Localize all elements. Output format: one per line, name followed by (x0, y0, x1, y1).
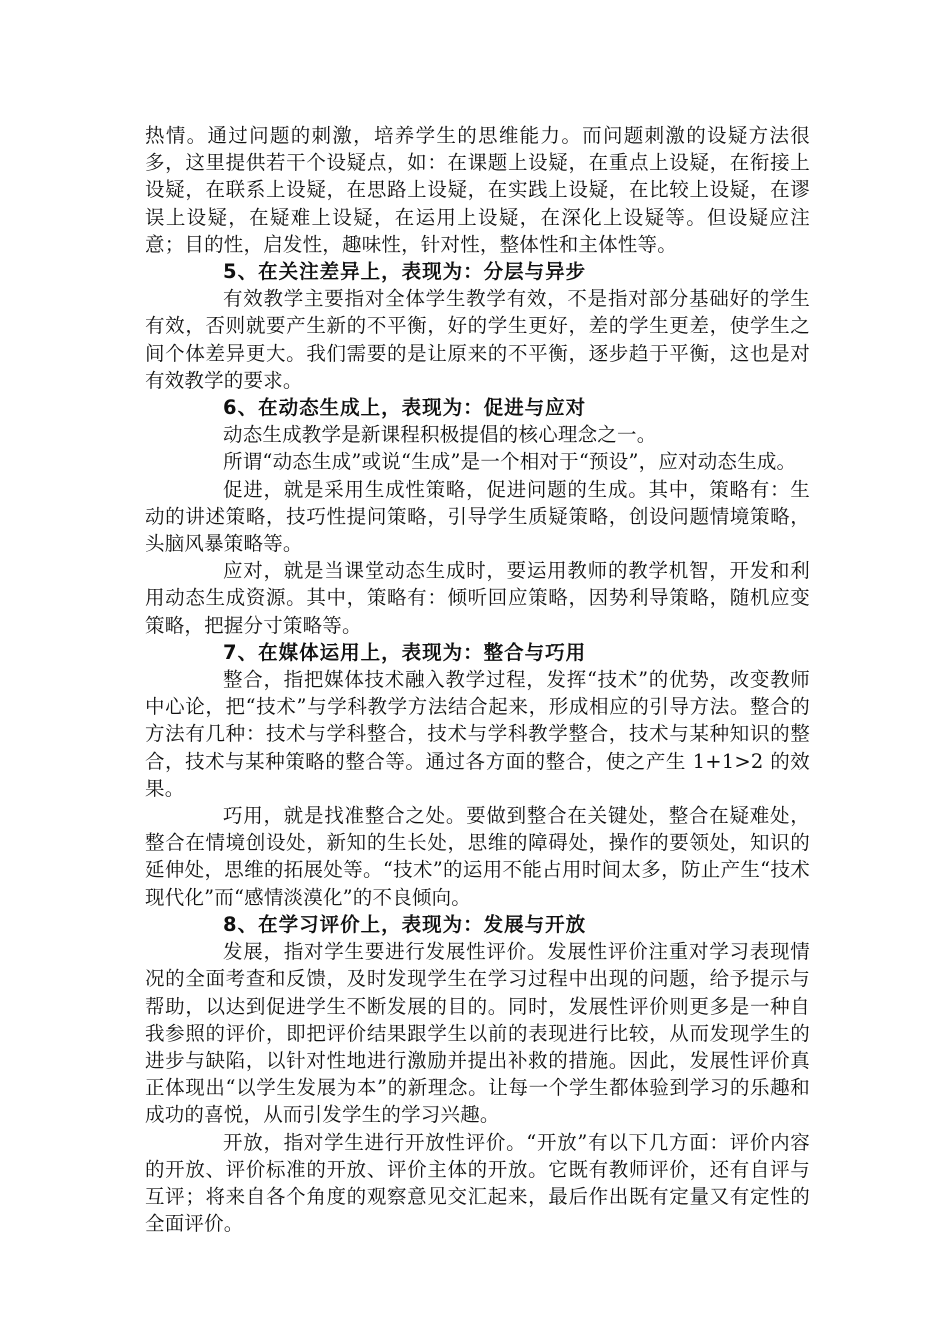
paragraph: 巧用，就是找准整合之处。要做到整合在关键处，整合在疑难处，整合在情境创设处，新知的生长处，思维的障碍处，操作的要领处，知识的延伸处，思维的拓展处等。“技术”的运用不能占用时间太多，防止产生“技术现代化”而“感情淡漠化”的不良倾向。 (145, 804, 810, 909)
paragraph: 有效教学主要指对全体学生教学有效，不是指对部分基础好的学生有效，否则就要产生新的不平衡，好的学生更好，差的学生更差，使学生之间个体差异更大。我们需要的是让原来的不平衡，逐步趋于平衡，这也是对有效教学的要求。 (145, 287, 810, 392)
paragraph: 动态生成教学是新课程积极提倡的核心理念之一。 (223, 423, 657, 447)
paragraph: 发展，指对学生要进行发展性评价。发展性评价注重对学习表现情况的全面考查和反馈，及时发现学生在学习过程中出现的问题，给予提示与帮助，以达到促进学生不断发展的目的。同时，发展性评价则更多是一种自我参照的评价，即把评价结果跟学生以前的表现进行比较，从而发现学生的进步与缺陷，以针对性地进行激励并提出补救的措施。因此，发展性评价真正体现出“以学生发展为本”的新理念。让每一个学生都体验到学习的乐趣和成功的喜悦，从而引发学生的学习兴趣。 (145, 940, 810, 1127)
section-heading-8: 8、在学习评价上，表现为：发展与开放 (223, 912, 587, 936)
paragraph: 促进，就是采用生成性策略，促进问题的生成。其中，策略有：生动的讲述策略，技巧性提问策略，引导学生质疑策略，创设问题情境策略，头脑风暴策略等。 (145, 477, 810, 556)
paragraph: 应对，就是当课堂动态生成时，要运用教师的教学机智，开发和利用动态生成资源。其中，策略有：倾听回应策略，因势利导策略，随机应变策略，把握分寸策略等。 (145, 559, 810, 637)
paragraph-continued: 热情。通过问题的刺激，培养学生的思维能力。而问题刺激的设疑方法很多，这里提供若干个设疑点，如：在课题上设疑，在重点上设疑，在衔接上设疑，在联系上设疑，在思路上设疑，在实践上设疑，在比较上设疑，在谬误上设疑，在疑难上设疑，在运用上设疑，在深化上设疑等。但设疑应注意；目的性，启发性，趣味性，针对性，整体性和主体性等。 (145, 124, 810, 256)
document-body (145, 122, 810, 1237)
paragraph: 整合，指把媒体技术融入教学过程，发挥“技术”的优势，改变教师中心论，把“技术”与学科教学方法结合起来，形成相应的引导方法。整合的方法有几种：技术与学科整合，技术与学科教学整合，技术与某种知识的整合，技术与某种策略的整合等。通过各方面的整合，使之产生 1+1>2 的效果。 (145, 668, 810, 800)
section-heading-7: 7、在媒体运用上，表现为：整合与巧用 (223, 640, 587, 664)
paragraph: 开放，指对学生进行开放性评价。“开放”有以下几方面：评价内容的开放、评价标准的开放、评价主体的开放。它既有教师评价，还有自评与互评；将来自各个角度的观察意见交汇起来，最后作出既有定量又有定性的全面评价。 (145, 1130, 810, 1236)
section-heading-5: 5、在关注差异上，表现为：分层与异步 (223, 260, 587, 284)
paragraph: 所谓“动态生成”或说“生成”是一个相对于“预设”，应对动态生成。 (223, 450, 797, 474)
section-heading-6: 6、在动态生成上，表现为：促进与应对 (223, 396, 587, 420)
